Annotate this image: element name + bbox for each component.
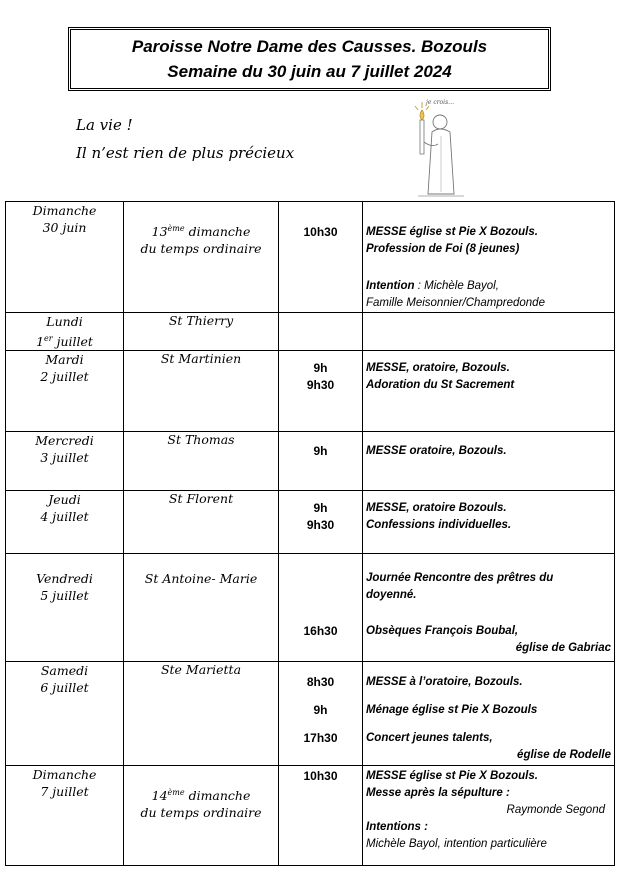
liturgical-day-line2: du temps ordinaire xyxy=(140,805,262,821)
activity-line: Concert jeunes talents, xyxy=(366,732,493,745)
intention-line: Intention : Michèle Bayol, xyxy=(366,280,499,292)
activity-line: MESSE église st Pie X Bozouls. xyxy=(366,770,538,783)
time: 9h xyxy=(313,361,328,376)
day-date: 2 juillet xyxy=(40,369,89,385)
praying-figure-illustration xyxy=(408,96,470,200)
activity-line: MESSE à l’oratoire, Bozouls. xyxy=(366,676,523,689)
day-date: 1er juillet xyxy=(36,334,93,350)
time: 9h xyxy=(313,501,328,516)
intention-line: Famille Meisonnier/Champredonde xyxy=(366,297,545,309)
day-date: 5 juillet xyxy=(40,588,89,604)
table-row xyxy=(6,432,615,491)
table-row xyxy=(6,662,615,766)
table-row xyxy=(6,351,615,432)
day-date: 7 juillet xyxy=(40,784,89,800)
motto-line-1: La vie ! xyxy=(76,116,133,134)
time: 9h xyxy=(313,444,328,459)
activity-line: MESSE église st Pie X Bozouls. xyxy=(366,226,538,238)
activity-line: Messe après la sépulture : xyxy=(366,787,510,800)
day-date: 3 juillet xyxy=(40,450,89,466)
activity-line: Profession de Foi (8 jeunes) xyxy=(366,243,520,255)
liturgical-day-line2: du temps ordinaire xyxy=(140,241,262,257)
time: 10h30 xyxy=(303,225,338,239)
day-date: 4 juillet xyxy=(40,509,89,525)
table-row xyxy=(6,491,615,554)
activity-line: Michèle Bayol, intention particulière xyxy=(366,838,547,851)
time: 10h30 xyxy=(303,769,338,784)
saint-name: St Thomas xyxy=(167,432,235,448)
day-name: Dimanche xyxy=(32,203,97,218)
saint-name: St Thierry xyxy=(168,313,234,328)
day-date: 30 juin xyxy=(42,220,87,235)
activity-line: église de Gabriac xyxy=(515,642,611,655)
saint-name: St Antoine- Marie xyxy=(144,571,258,587)
saint-name: St Martinien xyxy=(160,351,242,367)
activity-line: Raymonde Segond xyxy=(506,804,605,817)
activity-line: Confessions individuelles. xyxy=(366,519,512,532)
table-row xyxy=(6,202,615,313)
weekly-schedule-table xyxy=(5,201,615,866)
table-row xyxy=(6,766,615,866)
day-name: Dimanche xyxy=(32,767,97,783)
time: 16h30 xyxy=(303,624,338,639)
time: 17h30 xyxy=(303,731,338,746)
day-name: Jeudi xyxy=(48,492,81,508)
week-title: Semaine du 30 juin au 7 juillet 2024 xyxy=(167,62,452,81)
liturgical-day: 14ème dimanche xyxy=(151,788,251,804)
day-name: Lundi xyxy=(46,314,83,329)
table-row xyxy=(6,554,615,662)
day-date: 6 juillet xyxy=(40,680,89,696)
time: 9h xyxy=(313,703,328,718)
activity-line: église de Rodelle xyxy=(517,749,611,762)
activity-line: Ménage église st Pie X Bozouls xyxy=(366,704,538,717)
saint-name: St Florent xyxy=(168,491,234,507)
motto-line-2: Il n’est rien de plus précieux xyxy=(76,144,295,162)
illustration-caption: je crois… xyxy=(426,99,455,106)
table-row xyxy=(6,313,615,351)
activity-line: Adoration du St Sacrement xyxy=(366,379,515,392)
header-box xyxy=(68,27,551,91)
activity-line: Obsèques François Boubal, xyxy=(366,625,519,638)
parish-title: Paroisse Notre Dame des Causses. Bozouls xyxy=(131,37,488,56)
day-name: Samedi xyxy=(40,663,89,679)
activity-line: doyenné. xyxy=(366,589,417,602)
time: 8h30 xyxy=(306,675,335,690)
activity-line: MESSE, oratoire Bozouls. xyxy=(366,502,507,515)
time: 9h30 xyxy=(306,378,335,393)
day-name: Mardi xyxy=(45,352,84,368)
saint-name: Ste Marietta xyxy=(160,662,242,678)
day-name: Mercredi xyxy=(35,433,94,449)
activity-line: MESSE oratoire, Bozouls. xyxy=(366,445,507,458)
activity-line: MESSE, oratoire, Bozouls. xyxy=(366,362,510,375)
activity-line: Journée Rencontre des prêtres du xyxy=(366,572,554,585)
time: 9h30 xyxy=(306,518,335,533)
activity-line: Intentions : xyxy=(366,821,428,834)
liturgical-day: 13ème dimanche xyxy=(151,224,251,240)
day-name: Vendredi xyxy=(36,571,93,587)
